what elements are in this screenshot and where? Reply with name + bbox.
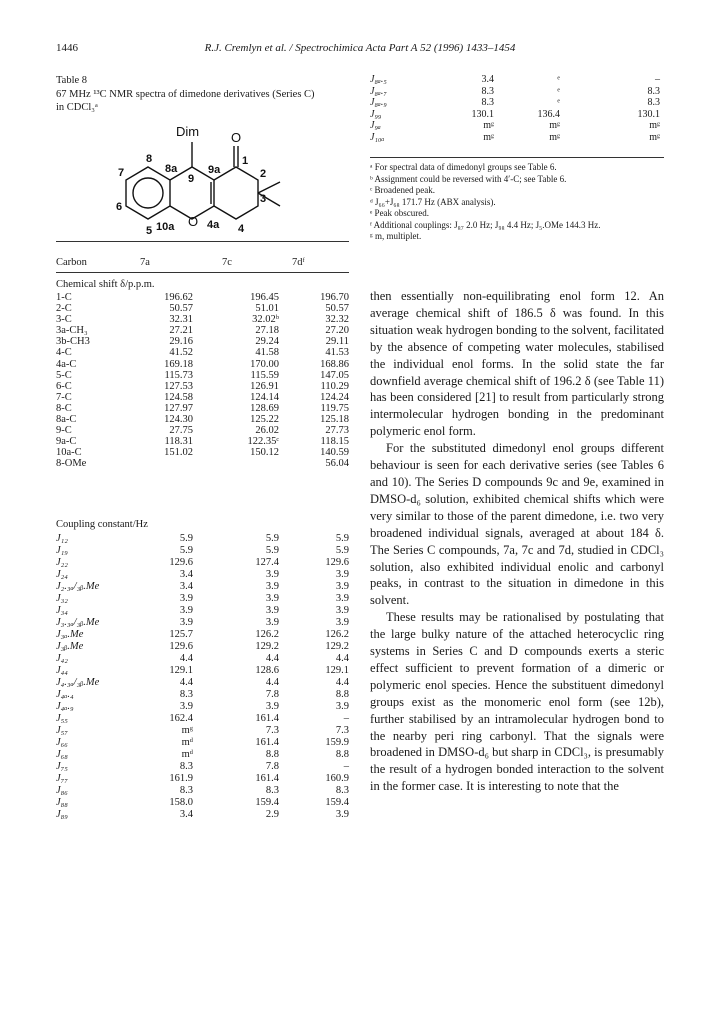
table-cell: 5.9 [335, 533, 349, 544]
table-cell: ᵉ [557, 74, 560, 85]
table-cell: 8.3 [179, 761, 193, 772]
table-cell: 5.9 [265, 545, 279, 556]
table-cell: 124.30 [164, 414, 193, 426]
table-cell: 5.9 [265, 533, 279, 544]
table-row [56, 381, 349, 392]
table-row [56, 593, 349, 605]
table-cell: 32.32 [325, 314, 349, 326]
svg-text:O: O [231, 130, 242, 145]
table-row [56, 292, 349, 303]
table-cell: 161.4 [255, 773, 279, 784]
table-cell: 3b-CH3 [56, 336, 90, 348]
table-cell: 170.00 [250, 358, 279, 370]
table-cell: J₆₆ [56, 737, 68, 748]
table-cell: 41.58 [255, 347, 279, 359]
coupling-table-cont [370, 74, 660, 144]
table-cell: 125.22 [250, 414, 279, 426]
table-cell: 196.70 [320, 292, 349, 303]
table-row [56, 569, 349, 581]
table-cell: 9a-C [56, 436, 77, 448]
table-cell: 26.02 [255, 425, 279, 437]
table-cell: 118.15 [320, 436, 349, 448]
table-cell: 127.53 [164, 380, 193, 392]
table-cell: 3.9 [265, 581, 279, 592]
table-cell: 127.4 [255, 557, 279, 568]
table-cell: 129.6 [325, 557, 349, 568]
table-cell: 6-C [56, 380, 72, 392]
table-cell: J₉₉ [370, 108, 382, 120]
table-cell: 159.4 [325, 797, 349, 808]
table-cell: 50.57 [325, 303, 349, 315]
table-cell: mᵍ [181, 725, 193, 736]
table-row [56, 545, 349, 557]
table-row [56, 447, 349, 458]
table-cell: 27.21 [169, 325, 193, 337]
table-cell: J₈₉ [56, 809, 68, 820]
table-row [56, 641, 349, 653]
footnote: ᶠ Additional couplings: J₈₇ 2.0 Hz; J₉₈ 4.4 Hz; J₅.OMe 144.3 Hz. [370, 219, 601, 230]
table-row [56, 761, 349, 773]
table-cell: J₁₂ [56, 533, 68, 544]
table-cell: 8.3 [647, 97, 660, 109]
table-row [56, 605, 349, 617]
table-cell: 115.59 [250, 369, 279, 381]
table-cell: 162.4 [169, 713, 193, 724]
table-cell: J₃₂ [56, 593, 68, 604]
table-cell: 129.2 [255, 641, 279, 652]
table-cell: J₅₅ [56, 713, 68, 724]
table-cell: 8-OMe [56, 458, 87, 470]
table-cell: 161.4 [255, 713, 279, 724]
table-cell: 3.9 [265, 617, 279, 628]
table-cell: mᵍ [549, 120, 560, 132]
paragraph-2: For the substituted dimedonyl enol groups different behaviour is seen for each derivative series (see Tables 6 and 10). The Series D compounds 9c and 9e, examined in DMSO-d₆ solution, exhibited chemical shifts which were very similar to those of the parent dimedone, i.e. two very broadened individual signals, averaged at about 184 δ. The Series C compounds, 7a, 7c and 7d, studied in CDCl₃ solution, also exhibited individual enolic and carbonyl peaks, in contrast to the situation in dimedone in this solvent. [370, 441, 664, 608]
section-coupling: Coupling constant/Hz [56, 519, 148, 530]
table-row [56, 629, 349, 641]
table-cell: 4.4 [179, 653, 193, 664]
table-cell: 127.97 [164, 402, 193, 414]
table-cell: mᵈ [181, 737, 193, 748]
table-row [56, 737, 349, 749]
table-row [56, 359, 349, 370]
svg-text:9: 9 [188, 173, 195, 185]
table-cell: 151.02 [164, 447, 193, 459]
table-row [56, 436, 349, 447]
table-cell: 2-C [56, 303, 72, 315]
table-row [56, 370, 349, 381]
table-caption [56, 74, 356, 115]
table-cell: 4.4 [335, 677, 349, 688]
table-cell: 4.4 [335, 653, 349, 664]
table-cell: J₈₆ [56, 785, 68, 796]
table-cell: mᵍ [649, 120, 660, 132]
table-cell: J₈ₐ.₅ [370, 74, 387, 85]
table-row [56, 773, 349, 785]
table-cell: 128.69 [250, 402, 279, 414]
table-cell: 8a-C [56, 414, 77, 426]
table-cell: 129.6 [169, 641, 193, 652]
table-cell: 124.24 [320, 391, 349, 403]
table-cell: 126.2 [255, 629, 279, 640]
svg-text:1: 1 [242, 155, 249, 167]
table-cell: 8.8 [335, 689, 349, 700]
table-cell: 3.9 [335, 593, 349, 604]
table-cell: 3a-CH₃ [56, 325, 88, 337]
table-cell: 8.3 [179, 785, 193, 796]
table-cell: 29.11 [325, 336, 349, 348]
table-cell: 8.3 [335, 785, 349, 796]
xanthenone-structure [108, 122, 298, 257]
table-cell: J₄₂ [56, 653, 68, 664]
table-cell: 3.9 [335, 569, 349, 580]
table-cell: 126.2 [325, 629, 349, 640]
table-cell: ᵉ [557, 85, 560, 97]
svg-text:9a: 9a [208, 164, 221, 176]
table-cell: 4.4 [265, 653, 279, 664]
table-row [56, 414, 349, 425]
table-number: Table 8 [56, 75, 88, 86]
table-cell: 169.18 [164, 358, 193, 370]
table-row [56, 713, 349, 725]
table-cell: 5-C [56, 369, 72, 381]
table-row [56, 809, 349, 821]
table-row [56, 677, 349, 689]
table-cell: 3.9 [335, 617, 349, 628]
table-cell: 160.9 [325, 773, 349, 784]
table-cell: 3.9 [179, 617, 193, 628]
table-row [370, 132, 660, 144]
table-cell: 8.3 [179, 689, 193, 700]
table-cell: 3.9 [335, 701, 349, 712]
table-row [56, 653, 349, 665]
table-cell: 110.29 [320, 380, 349, 392]
table-cell: 8.8 [335, 749, 349, 760]
table-footnotes [370, 162, 664, 243]
table-cell: 115.73 [164, 369, 193, 381]
table-cell: 3.9 [265, 593, 279, 604]
table-cell: 3.4 [481, 74, 494, 85]
footnote: ᶜ Broadened peak. [370, 185, 436, 195]
table-cell [193, 458, 279, 469]
table-cell: 158.0 [169, 797, 193, 808]
table-cell: 4.4 [179, 677, 193, 688]
svg-text:2: 2 [260, 168, 267, 180]
svg-text:10a: 10a [156, 221, 175, 233]
table-cell: 118.31 [164, 436, 193, 448]
table-cell: 29.16 [169, 336, 193, 348]
table-cell: 3.9 [335, 581, 349, 592]
coupling-table [56, 533, 349, 821]
table-cell: ᵉ [557, 97, 560, 109]
table-cell: 147.05 [320, 369, 349, 381]
table-cell: J₉ₐ [370, 120, 381, 132]
table-cell: J₄ₐ.₄ [56, 689, 74, 700]
table-cell: 3.4 [179, 581, 193, 592]
svg-text:3: 3 [260, 193, 267, 205]
table-cell: 8.3 [647, 85, 660, 97]
table-cell: 159.9 [325, 737, 349, 748]
table-cell: J₃ᵦ.Me [56, 641, 84, 652]
table-cell: J₆₈ [56, 749, 68, 760]
footnote: ᵉ Peak obscured. [370, 208, 430, 218]
table-cell: 27.18 [255, 325, 279, 337]
table-cell: 3.9 [265, 605, 279, 616]
page-number: 1446 [56, 42, 78, 54]
table-cell: 129.2 [325, 641, 349, 652]
table-cell: 10a-C [56, 447, 82, 459]
section-chemical-shift: Chemical shift δ/p.p.m. [56, 279, 155, 290]
table-cell: 3.9 [335, 809, 349, 820]
table-cell: – [655, 74, 660, 85]
table-cell [148, 458, 193, 469]
table-row [56, 797, 349, 809]
table-cell: mᵈ [181, 749, 193, 760]
table-row [56, 392, 349, 403]
paragraph-1: then essentially non-equilibrating enol form 12. An average chemical shift of 186.5 δ was found. In this situation weak hydrogen bonding to the solvent, facilitated by the absence of competing water molecules, stabilised the individual enol forms. In the solid state the far downfield average chemical shift of 196.2 δ (see Table 11) has been considered [21] to result from particularly strong intermolecular hydrogen bonding in the predominant polymeric enol form. [370, 289, 664, 439]
table-cell: 56.04 [325, 458, 349, 470]
svg-text:8: 8 [146, 153, 153, 165]
table-cell: 27.73 [325, 425, 349, 437]
table-title-cont: in CDCl₃ᵃ [56, 102, 98, 113]
table-cell: 126.91 [250, 380, 279, 392]
table-cell: 125.7 [169, 629, 193, 640]
table-row [370, 86, 660, 98]
table-cell: 32.31 [169, 314, 193, 326]
table-cell: 4-C [56, 347, 72, 359]
table-cell: 129.1 [169, 665, 193, 676]
table-cell: 7.3 [335, 725, 349, 736]
table-cell: 119.75 [320, 402, 349, 414]
table-row [370, 97, 660, 109]
table-cell: mᵍ [649, 131, 660, 143]
table-cell: 4a-C [56, 358, 77, 370]
table-cell: J₇₇ [56, 773, 68, 784]
table-cell: 3.9 [265, 569, 279, 580]
table-cell: 122.35ᶜ [247, 436, 279, 448]
table-row [56, 785, 349, 797]
table-cell: 5.9 [335, 545, 349, 556]
table-cell: 3.4 [179, 569, 193, 580]
table-cell: J₃ₐ.Me [56, 629, 84, 640]
table-cell: 159.4 [255, 797, 279, 808]
table-cell: 136.4 [537, 108, 560, 120]
table-cell: J₄₄ [56, 665, 68, 676]
svg-text:4a: 4a [207, 219, 220, 231]
table-cell: 8.3 [481, 97, 494, 109]
table-cell: 140.59 [320, 447, 349, 459]
svg-text:7: 7 [118, 167, 125, 179]
table-cell: J₈ₐ.₉ [370, 97, 387, 109]
table-row [56, 314, 349, 325]
table-cell: 124.14 [250, 391, 279, 403]
table-cell: 161.9 [169, 773, 193, 784]
table-cell: J₂.₃ₐ/₃ᵦ.Me [56, 581, 100, 592]
svg-text:4: 4 [238, 223, 245, 235]
table-cell: 196.62 [164, 292, 193, 303]
table-cell: 51.01 [255, 303, 279, 315]
footnote: ᵍ m, multiplet. [370, 231, 422, 241]
table-row [370, 109, 660, 121]
table-cell: 196.45 [250, 292, 279, 303]
table-row [56, 347, 349, 358]
table-cell: 41.53 [325, 347, 349, 359]
table-cell: 3.9 [265, 701, 279, 712]
table-cell: mᵍ [483, 120, 494, 132]
table-cell: 27.75 [169, 425, 193, 437]
table-row [56, 665, 349, 677]
table-cell: 7.8 [265, 689, 279, 700]
table-cell: 29.24 [255, 336, 279, 348]
table-row [370, 74, 660, 86]
running-citation: R.J. Cremlyn et al. / Spectrochimica Acta Part A 52 (1996) 1433–1454 [204, 42, 516, 54]
table-cell: 27.20 [325, 325, 349, 337]
table-cell: 125.18 [320, 414, 349, 426]
table-cell: 32.02ᵇ [252, 314, 279, 326]
paragraph-3: These results may be rationalised by postulating that the large bulky nature of the attached heterocyclic ring systems in Series C and D compounds exerts a steric effect sufficient to prevent formation of a dimeric or polymeric enol species. Hence the substituent dimedonyl groups exist as the monomeric enol form (see 12b), further stabilised by an intramolecular hydrogen bond to the nearby peri ring carbonyl. That the signals were broadened in DMSO-d₆ but sharp in CDCl₃, is presumably the result of a hydrogen bonded interaction to the solvent in the former case. It is interesting to note that the [370, 610, 664, 794]
footnote: ᵈ J₆₆+J₆₈ 171.7 Hz (ABX analysis). [370, 196, 496, 207]
table-cell: 8-C [56, 402, 72, 414]
table-row [56, 533, 349, 545]
table-row [56, 303, 349, 314]
table-cell: 130.1 [637, 108, 660, 120]
table-cell: 7-C [56, 391, 72, 403]
table-cell: J₃.₃ₐ/₃ᵦ.Me [56, 617, 100, 628]
table-cell: 3-C [56, 314, 72, 326]
svg-text:O: O [188, 214, 199, 229]
table-cell: 3.9 [335, 605, 349, 616]
table-cell: 8.3 [481, 85, 494, 97]
col-header-carbon: Carbon [56, 257, 87, 268]
table-cell: J₄ₐ.₉ [56, 701, 74, 712]
table-cell: J₃₄ [56, 605, 68, 616]
table-cell: 7.8 [265, 761, 279, 772]
footnote: ᵃ For spectral data of dimedonyl groups see Table 6. [370, 162, 557, 172]
table-title: 67 MHz ¹³C NMR spectra of dimedone derivatives (Series C) [56, 88, 315, 100]
table-cell: 150.12 [250, 447, 279, 459]
table-row [56, 725, 349, 737]
table-cell: 124.58 [164, 391, 193, 403]
col-header-7a: 7a [140, 257, 150, 268]
col-header-7c: 7c [222, 257, 232, 268]
table-cell: mᵍ [549, 131, 560, 143]
table-cell: 129.6 [169, 557, 193, 568]
table-row [56, 325, 349, 336]
table-cell: 9-C [56, 425, 72, 437]
table-cell: 130.1 [471, 108, 494, 120]
table-cell: mᵍ [483, 131, 494, 143]
table-cell: J₅₇ [56, 725, 68, 736]
table-cell: 8.3 [265, 785, 279, 796]
table-cell: 41.52 [169, 347, 193, 359]
table-cell: 3.9 [179, 593, 193, 604]
shift-table [56, 292, 349, 470]
table-cell: 128.6 [255, 665, 279, 676]
svg-text:6: 6 [116, 201, 123, 213]
table-cell: 3.9 [179, 605, 193, 616]
table-cell: J₁₀ₐ [370, 131, 385, 143]
table-cell: 5.9 [179, 545, 193, 556]
table-cell: 50.57 [169, 303, 193, 315]
table-row [56, 749, 349, 761]
table-row [56, 617, 349, 629]
dim-label: Dim [176, 124, 200, 139]
table-cell: 161.4 [255, 737, 279, 748]
table-cell: 2.9 [265, 809, 279, 820]
col-header-7d: 7dᶠ [292, 257, 305, 268]
table-row [56, 557, 349, 569]
table-row [56, 425, 349, 436]
table-row [56, 701, 349, 713]
table-row [56, 336, 349, 347]
table-cell: 4.4 [265, 677, 279, 688]
table-row [56, 689, 349, 701]
table-row [56, 581, 349, 593]
table-cell: J₁₉ [56, 545, 68, 556]
table-cell: – [343, 761, 349, 772]
svg-text:5: 5 [146, 225, 153, 237]
svg-text:8a: 8a [165, 163, 178, 175]
table-row [56, 403, 349, 414]
table-cell: 8.8 [265, 749, 279, 760]
table-cell: J₄.₃ₐ/₃ᵦ.Me [56, 677, 100, 688]
body-text [370, 288, 664, 795]
table-cell: J₈ₐ.₇ [370, 85, 387, 97]
table-cell: 1-C [56, 292, 72, 303]
table-cell: J₈₈ [56, 797, 68, 808]
table-cell: 129.1 [325, 665, 349, 676]
table-cell: 168.86 [320, 358, 349, 370]
footnote: ᵇ Assignment could be reversed with 4′-C; see Table 6. [370, 173, 567, 184]
table-cell: 7.3 [265, 725, 279, 736]
table-cell: J₇₅ [56, 761, 68, 772]
table-row [370, 120, 660, 132]
table-row [56, 458, 349, 469]
table-cell: – [343, 713, 349, 724]
table-cell: 3.4 [179, 809, 193, 820]
table-cell: 3.9 [179, 701, 193, 712]
table-cell: 5.9 [179, 533, 193, 544]
table-cell: J₂₄ [56, 569, 68, 580]
table-cell: J₂₂ [56, 557, 68, 568]
